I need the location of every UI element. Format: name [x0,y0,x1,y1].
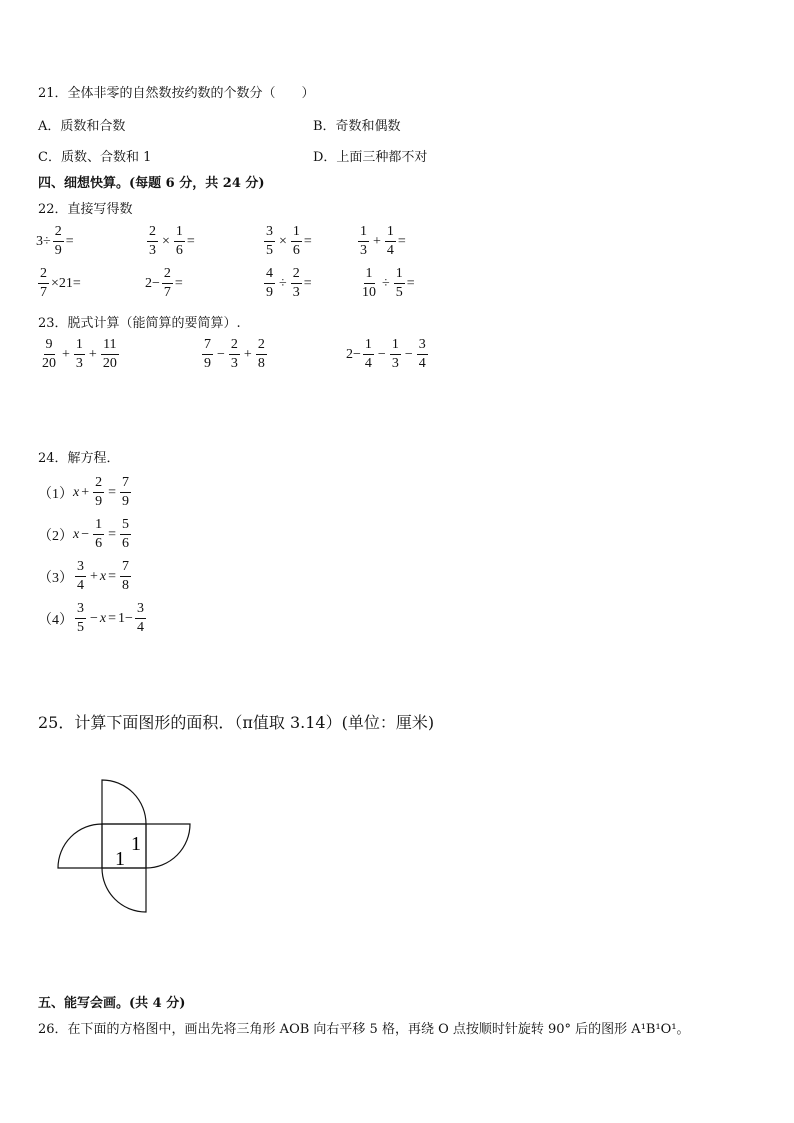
operator: ÷ [382,275,390,291]
operator: × [279,233,287,249]
q22-item-7 [262,267,312,300]
denominator: 3 [360,243,367,258]
numerator: 1 [363,338,374,355]
denominator: 5 [77,620,84,635]
denominator: 6 [175,243,183,258]
term: 1− [118,610,133,626]
right-quarter-circle [146,824,190,868]
numerator: 3 [135,602,146,619]
fraction [358,225,369,258]
term: 2− [145,275,160,291]
q22-item-5 [36,267,81,300]
fraction [40,338,58,371]
numerator: 9 [44,338,55,355]
q24-equation-4 [38,602,148,635]
q21-option-c: C．质数、合数和 1 [38,150,152,165]
fraction [385,225,396,258]
fraction [264,225,275,258]
numerator: 1 [364,267,375,284]
q22-item-3 [262,225,312,258]
numerator: 1 [385,225,396,242]
equals-sign: = [108,526,117,542]
left-quarter-circle [58,824,102,868]
denominator: 4 [136,620,144,635]
operator: − [81,526,90,542]
numerator: 2 [53,225,64,242]
equals-sign: = [303,275,312,291]
fraction [229,338,240,371]
numerator: 2 [291,267,302,284]
q21-option-b: B．奇数和偶数 [313,119,401,134]
operator: + [373,233,381,249]
denominator: 20 [42,356,56,371]
denominator: 3 [230,356,238,371]
numerator: 1 [390,338,401,355]
q26-stem: 26．在下面的方格图中，画出先将三角形 AOB 向右平移 5 格，再绕 O 点按顺时针旋转 90° 后的图形 A¹B¹O¹。 [38,1022,690,1037]
q22-item-4 [356,225,406,258]
denominator: 6 [122,536,130,551]
fraction [38,267,49,300]
numerator: 2 [38,267,49,284]
q22-item-1 [36,225,74,258]
numerator: 3 [264,225,275,242]
variable-x: x [99,610,107,626]
fraction [202,338,213,371]
q23-expression-1 [38,338,121,371]
q21-stem: 21．全体非零的自然数按约数的个数分（ ） [38,86,315,101]
q23-expression-3 [346,338,430,371]
numerator: 1 [93,518,104,535]
denominator: 3 [75,356,83,371]
numerator: 1 [174,225,185,242]
fraction [93,518,104,551]
operator: − [90,610,98,626]
section-5-heading: 五、能写会画。(共 4 分) [38,996,186,1011]
denominator: 8 [257,356,265,371]
denominator: 9 [204,356,211,371]
denominator: 4 [386,243,394,258]
variable-x: x [73,484,80,500]
operator: ÷ [279,275,287,291]
q22-item-6 [145,267,183,300]
bottom-quarter-circle [102,868,146,912]
q23-stem: 23．脱式计算（能简算的要简算）. [38,316,241,331]
q25-stem: 25．计算下面图形的面积．（π值取 3.14）(单位：厘米) [38,713,435,732]
variable-x: x [73,526,80,542]
denominator: 3 [292,285,300,300]
denominator: 5 [395,285,403,300]
q24-equation-3 [38,560,133,593]
item-number: （1） [38,486,73,502]
fraction [360,267,378,300]
numerator: 7 [120,560,131,577]
fraction [174,225,185,258]
term: 3÷ [36,233,51,249]
item-number: （2） [38,528,73,544]
fraction [390,338,401,371]
denominator: 9 [54,243,62,258]
fraction [74,338,85,371]
denominator: 20 [102,356,117,371]
side-label-bottom: 1 [115,848,125,870]
numerator: 2 [229,338,240,355]
fraction [120,476,131,509]
operator: × [162,233,170,249]
item-number: （4） [38,612,73,628]
q21-option-d: D．上面三种都不对 [313,150,428,165]
numerator: 4 [264,267,275,284]
numerator: 2 [93,476,104,493]
q24-equation-1 [38,476,133,509]
numerator: 7 [120,476,131,493]
numerator: 1 [291,225,302,242]
numerator: 2 [162,267,173,284]
numerator: 2 [256,338,267,355]
numerator: 2 [147,225,158,242]
equals-sign: = [108,568,117,584]
denominator: 8 [122,578,130,593]
q22-item-2 [145,225,195,258]
fraction [264,267,275,300]
denominator: 4 [418,356,426,371]
equals-sign: = [108,484,117,500]
equals-sign: = [65,233,74,249]
numerator: 1 [394,267,405,284]
equals-sign: = [186,233,195,249]
q23-expression-2 [200,338,269,371]
denominator: 6 [292,243,300,258]
variable-x: x [99,568,107,584]
numerator: 5 [120,518,131,535]
numerator: 1 [358,225,369,242]
fraction [291,225,302,258]
operator: + [62,346,70,362]
denominator: 9 [266,285,273,300]
side-label-right: 1 [131,833,141,855]
denominator: 4 [77,578,84,593]
numerator: 3 [75,560,86,577]
denominator: 3 [149,243,156,258]
fraction [93,476,104,509]
operator: + [90,568,98,584]
numerator: 3 [417,338,428,355]
denominator: 7 [40,285,47,300]
q24-equation-2 [38,518,133,551]
denominator: 7 [163,285,171,300]
q21-option-a: A．质数和合数 [38,119,126,134]
fraction [256,338,267,371]
fraction [135,602,146,635]
fraction [162,267,173,300]
q22-item-8 [358,267,415,300]
equals-sign: = [303,233,312,249]
pinwheel-figure [40,760,210,930]
q24-stem: 24．解方程． [38,451,120,466]
numerator: 7 [202,338,213,355]
operator: + [243,346,252,362]
operator: − [404,346,413,362]
section-4-heading: 四、细想快算。(每题 6 分，共 24 分) [38,176,265,191]
denominator: 4 [364,356,372,371]
operator: − [217,346,225,362]
fraction [291,267,302,300]
numerator: 1 [74,338,85,355]
fraction [120,518,131,551]
denominator: 3 [391,356,399,371]
operator: − [377,346,386,362]
fraction [363,338,374,371]
term: ×21= [51,275,81,291]
term: 2− [346,346,361,362]
fraction [75,560,86,593]
equals-sign: = [174,275,183,291]
fraction [394,267,405,300]
equals-sign: = [406,275,415,291]
operator: + [81,484,90,500]
top-quarter-circle [102,780,146,824]
denominator: 6 [95,536,103,551]
fraction [120,560,131,593]
equals-sign: = [108,610,117,626]
q22-stem: 22．直接写得数 [38,202,133,217]
fraction [417,338,428,371]
operator: + [88,346,97,362]
denominator: 10 [362,285,376,300]
equals-sign: = [397,233,406,249]
numerator: 3 [75,602,86,619]
fraction [147,225,158,258]
fraction [101,338,119,371]
denominator: 9 [122,494,130,509]
denominator: 5 [266,243,273,258]
item-number: （3） [38,570,73,586]
fraction [53,225,64,258]
denominator: 9 [95,494,103,509]
fraction [75,602,86,635]
numerator: 11 [101,338,118,355]
